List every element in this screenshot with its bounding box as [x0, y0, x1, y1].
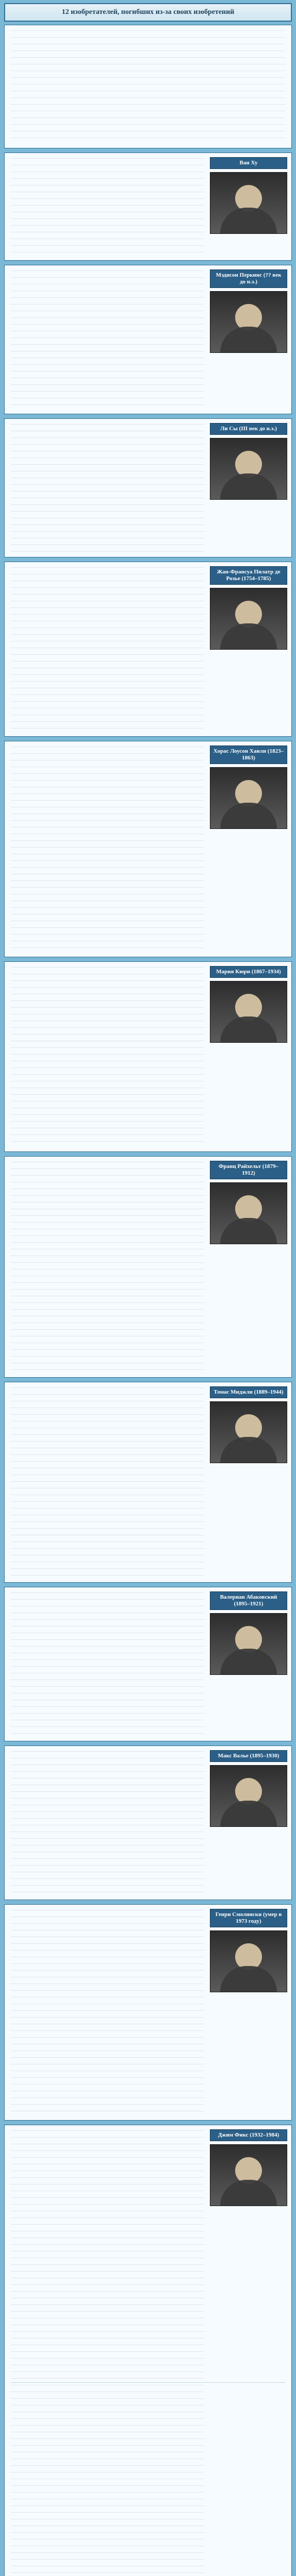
section-11 [4, 1904, 292, 2121]
page-title [4, 3, 292, 22]
section-7 [4, 1156, 292, 1378]
section-7-card [210, 1161, 287, 1244]
section-9-portrait [210, 1613, 287, 1675]
section-12-card-label: Джим Фикс (1932–1984) [210, 2129, 287, 2141]
section-8-card [210, 1386, 287, 1463]
section-2-text-placeholder [11, 270, 204, 409]
section-9-text [11, 1592, 204, 1736]
section-9-card-label: Валериан Абаковский (1895–1921) [210, 1591, 287, 1610]
section-8 [4, 1382, 292, 1583]
section-4-text-placeholder [11, 567, 204, 731]
section-6-portrait [210, 981, 287, 1043]
section-9-card [210, 1591, 287, 1675]
section-10-card-label: Макс Валье (1895–1930) [210, 1750, 287, 1762]
section-2-portrait [210, 291, 287, 353]
section-11-text [11, 1910, 204, 2115]
section-12 [4, 2125, 292, 2576]
section-12-text-placeholder [11, 2130, 204, 2576]
section-5-portrait [210, 767, 287, 829]
section-10-text-placeholder [11, 1751, 204, 1894]
section-4-card [210, 566, 287, 650]
section-9 [4, 1587, 292, 1741]
section-4-text [11, 567, 204, 731]
page-title-text: 12 изобретателей, погибших из-за своих изобретений [61, 8, 235, 16]
section-2 [4, 265, 292, 414]
section-5-card-label: Хорас Лоусон Ханли (1823–1863) [210, 745, 287, 764]
section-3 [4, 418, 292, 557]
section-7-text [11, 1162, 204, 1372]
section-3-portrait [210, 438, 287, 500]
section-2-card [210, 269, 287, 353]
section-1-text [11, 158, 204, 255]
section-10-portrait [210, 1765, 287, 1827]
section-4 [4, 562, 292, 737]
intro-section [4, 25, 292, 148]
section-6-card-label: Мария Кюри (1867–1934) [210, 966, 287, 978]
section-8-text-placeholder [11, 1387, 204, 1577]
section-7-portrait [210, 1182, 287, 1244]
section-3-text [11, 424, 204, 552]
section-12-separator [11, 2382, 285, 2383]
section-1 [4, 152, 292, 261]
section-5 [4, 741, 292, 957]
section-12-card [210, 2129, 287, 2206]
section-1-card-label: Ван Ху [210, 157, 287, 169]
section-3-text-placeholder [11, 424, 204, 552]
section-1-text-placeholder [11, 158, 204, 255]
section-7-text-placeholder [11, 1162, 204, 1372]
section-5-card [210, 745, 287, 829]
intro-text-placeholder [11, 30, 285, 143]
section-12-text [11, 2130, 204, 2576]
section-11-portrait [210, 1930, 287, 1992]
section-6-card [210, 966, 287, 1043]
section-10 [4, 1745, 292, 1900]
section-6 [4, 961, 292, 1152]
section-9-text-placeholder [11, 1592, 204, 1736]
section-7-card-label: Франц Райхельт (1879–1912) [210, 1161, 287, 1179]
section-6-text [11, 967, 204, 1146]
section-4-portrait [210, 588, 287, 650]
section-3-card [210, 423, 287, 500]
section-11-card-label: Генри Смолински (умер в 1973 году) [210, 1909, 287, 1927]
section-8-text [11, 1387, 204, 1577]
section-8-card-label: Томас Миджли (1889–1944) [210, 1386, 287, 1398]
section-8-portrait [210, 1401, 287, 1463]
section-10-text [11, 1751, 204, 1894]
section-1-card [210, 157, 287, 234]
section-11-card [210, 1909, 287, 1992]
section-2-text [11, 270, 204, 409]
section-2-card-label: Мэдисон Перкинс (?? век до н.э.) [210, 269, 287, 288]
section-4-card-label: Жан-Франсуа Пилатр де Розье (1754–1785) [210, 566, 287, 585]
section-5-text-placeholder [11, 747, 204, 952]
section-10-card [210, 1750, 287, 1827]
section-12-portrait [210, 2144, 287, 2206]
section-3-card-label: Ли Сы (III век до н.э.) [210, 423, 287, 435]
section-5-text [11, 747, 204, 952]
section-1-portrait [210, 172, 287, 234]
section-6-text-placeholder [11, 967, 204, 1146]
section-11-text-placeholder [11, 1910, 204, 2115]
